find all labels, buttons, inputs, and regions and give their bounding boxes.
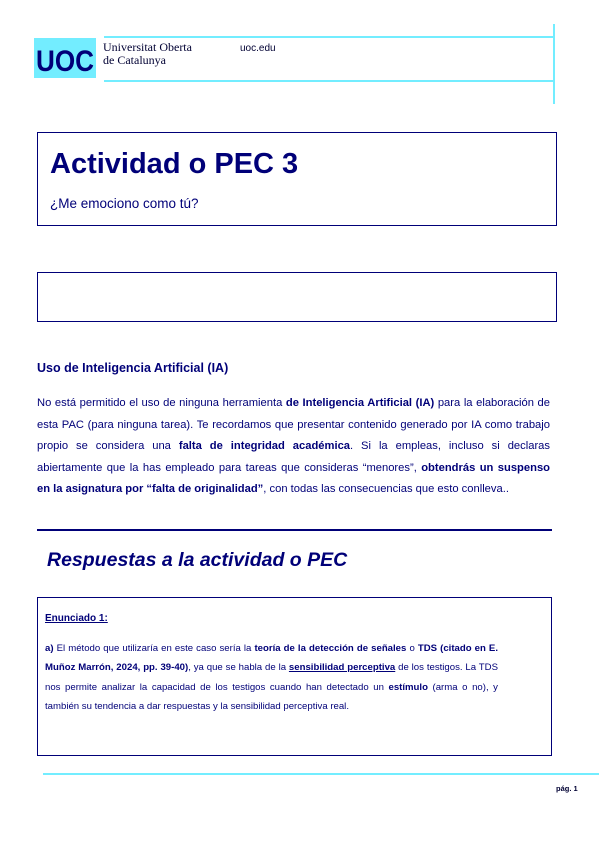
- enunciado-label: Enunciado 1:: [45, 613, 108, 624]
- logo-text: UOC: [36, 45, 94, 78]
- section-rule: [37, 529, 552, 531]
- university-name-line1: Universitat Oberta: [103, 40, 192, 54]
- ai-paragraph: [37, 393, 550, 501]
- answer-paragraph: [45, 639, 498, 717]
- university-url: uoc.edu: [240, 43, 276, 54]
- ai-text-2: para la elaboración de esta PAC (para ninguna tarea). Te recordamos que presentar contenido generado por IA como trabajo propio se considera una: [37, 397, 550, 453]
- section-title: Respuestas a la actividad o PEC: [47, 549, 348, 571]
- answer-underline-1: sensibilidad perceptiva: [288, 662, 396, 674]
- uoc-logo: [34, 38, 96, 78]
- answer-text-1: El método que utilizaría en este caso sería la: [53, 643, 255, 654]
- ai-bold-1: de Inteligencia Artificial (IA): [285, 397, 435, 409]
- answer-text-3: , ya que se habla de la: [188, 662, 289, 674]
- header-line-vertical: [553, 24, 555, 104]
- empty-box: [37, 272, 557, 322]
- header-line-top: [104, 36, 553, 38]
- page-subtitle: ¿Me emociono como tú?: [50, 196, 199, 211]
- answer-text-2: o: [406, 643, 418, 654]
- page-number: pág. 1: [556, 784, 578, 793]
- university-name: [103, 41, 192, 67]
- answer-text-4: de los testigos. La TDS nos permite analizar la capacidad de los testigos cuando han detectado un: [45, 662, 498, 693]
- ai-bold-3: obtendrás un suspenso en la asignatura por “falta de originalidad”: [37, 461, 550, 496]
- answer-bold-1: teoría de la detección de señales: [254, 643, 407, 654]
- answer-bold-3: estímulo: [388, 681, 428, 693]
- ai-text-3: . Si la empleas, incluso si declaras abiertamente que la has empleado para tareas que consideras “menores”,: [37, 440, 550, 474]
- page-title: Actividad o PEC 3: [50, 148, 299, 180]
- footer-line: [43, 773, 599, 775]
- university-name-line2: de Catalunya: [103, 53, 166, 67]
- ai-bold-2: falta de integridad académica: [178, 440, 351, 453]
- answer-bold-2: TDS (citado en E. Muñoz Marrón, 2024, pp. 39-40): [45, 643, 498, 674]
- header-line-bottom: [104, 80, 553, 82]
- ai-text-1: No está permitido el uso de ninguna herramienta: [37, 397, 286, 409]
- ai-heading: Uso de Inteligencia Artificial (IA): [37, 361, 229, 375]
- answer-text-5: (arma o no), y también su tendencia a dar respuestas y la sensibilidad perceptiva real.: [45, 681, 498, 713]
- answer-a-label: a): [45, 643, 54, 654]
- ai-text-4: , con todas las consecuencias que esto conlleva..: [263, 483, 509, 496]
